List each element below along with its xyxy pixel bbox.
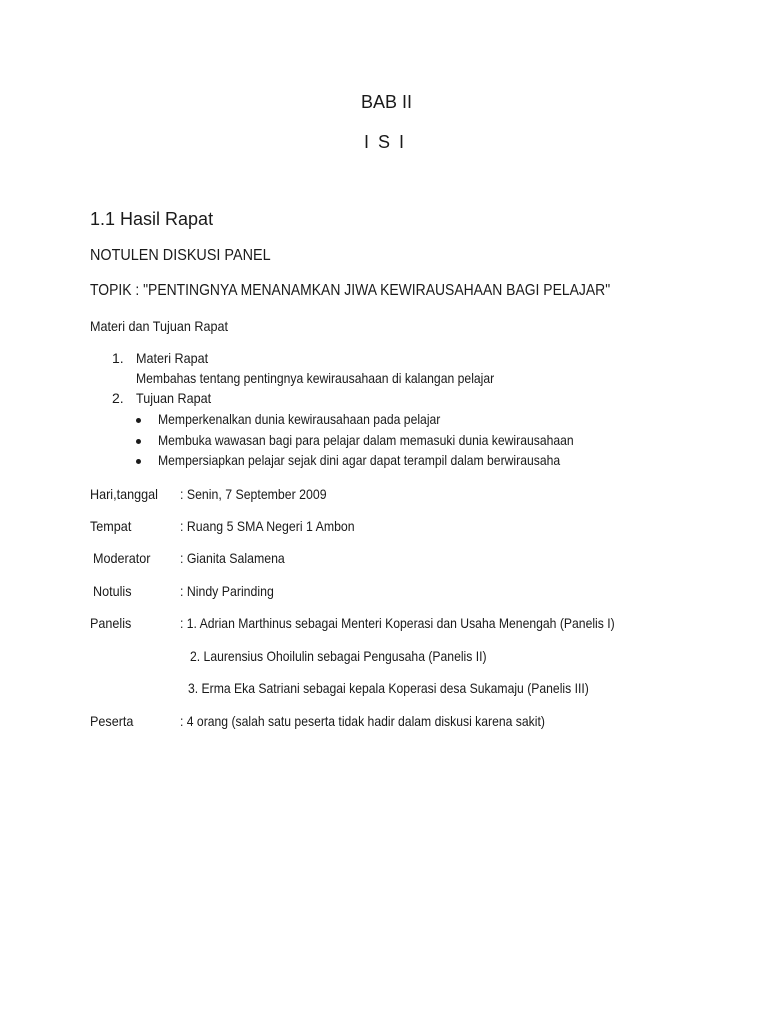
panelis-item: 2. Laurensius Ohoilulin sebagai Pengusaha (Panelis II) xyxy=(190,648,487,664)
hari-value: : Senin, 7 September 2009 xyxy=(180,486,327,502)
panelis-item: 3. Erma Eka Satriani sebagai kepala Koperasi desa Sukamaju (Panelis III) xyxy=(188,680,589,696)
bullet-item: Memperkenalkan dunia kewirausahaan pada pelajar xyxy=(158,411,441,427)
hari-label: Hari,tanggal xyxy=(90,486,158,502)
peserta-label: Peserta xyxy=(90,713,134,729)
bullet-item: Membuka wawasan bagi para pelajar dalam memasuki dunia kewirausahaan xyxy=(158,432,574,448)
tempat-label: Tempat xyxy=(90,518,132,534)
list-item-description: Membahas tentang pentingnya kewirausahaan di kalangan pelajar xyxy=(136,370,495,386)
chapter-title: BAB II xyxy=(361,92,413,112)
tempat-value: : Ruang 5 SMA Negeri 1 Ambon xyxy=(180,518,355,534)
materi-heading: Materi dan Tujuan Rapat xyxy=(90,318,228,334)
panelis-label: Panelis xyxy=(90,615,132,631)
chapter-subtitle: I S I xyxy=(364,132,405,152)
list-item-title: Materi Rapat xyxy=(136,350,209,366)
list-item-number: 1. xyxy=(112,350,124,366)
section-heading: 1.1 Hasil Rapat xyxy=(90,209,214,229)
notulis-label: Notulis xyxy=(93,583,132,599)
peserta-value: : 4 orang (salah satu peserta tidak hadir dalam diskusi karena sakit) xyxy=(180,713,545,729)
panelis-item: : 1. Adrian Marthinus sebagai Menteri Koperasi dan Usaha Menengah (Panelis I) xyxy=(180,615,615,631)
moderator-label: Moderator xyxy=(93,550,151,566)
list-item-number: 2. xyxy=(112,390,124,406)
topic-line: TOPIK : "PENTINGNYA MENANAMKAN JIWA KEWIRAUSAHAAN BAGI PELAJAR" xyxy=(90,282,611,299)
notulen-title: NOTULEN DISKUSI PANEL xyxy=(90,247,271,264)
list-item-title: Tujuan Rapat xyxy=(136,390,212,406)
bullet-icon xyxy=(136,459,141,464)
bullet-item: Mempersiapkan pelajar sejak dini agar dapat terampil dalam berwirausaha xyxy=(158,452,561,468)
notulis-value: : Nindy Parinding xyxy=(180,583,274,599)
bullet-icon xyxy=(136,418,141,423)
moderator-value: : Gianita Salamena xyxy=(180,550,285,566)
bullet-icon xyxy=(136,439,141,444)
